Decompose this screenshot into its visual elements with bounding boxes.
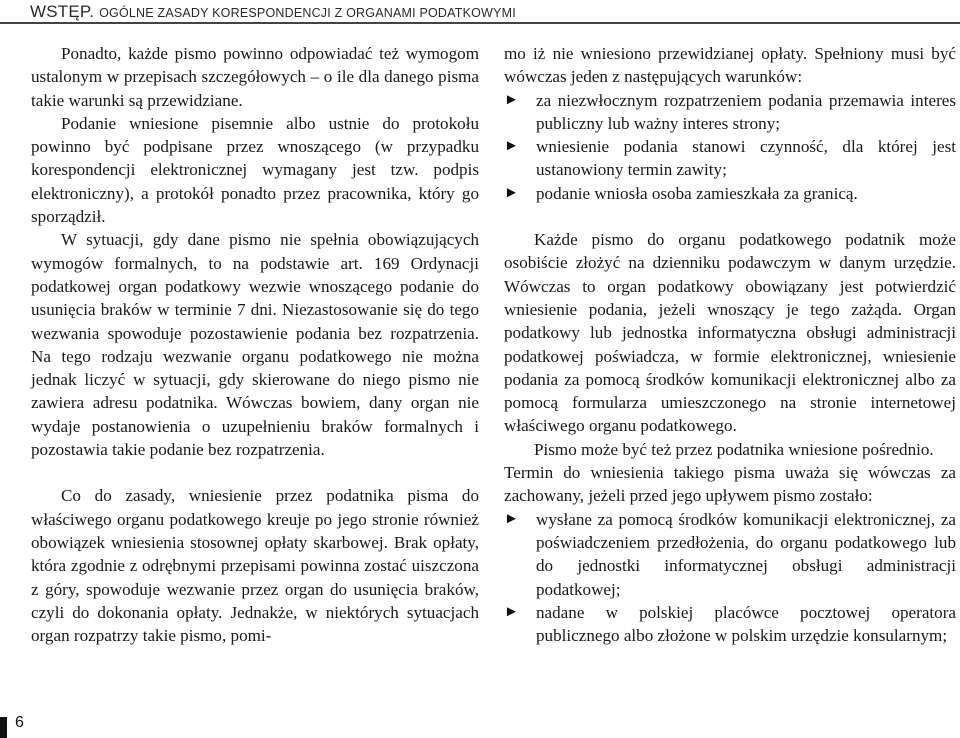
paragraph-conditions-intro: mo iż nie wniesiono przewidzianej opłaty. Spełniony musi być wówczas jeden z następujących warunków: — [504, 44, 956, 87]
list-item: ► za niezwłocznym rozpatrzeniem podania przemawia interes publiczny lub ważny interes strony; — [504, 90, 956, 133]
list-item: ► wniesienie podania stanowi czynność, dla której jest ustanowiony termin zawity; — [504, 137, 956, 180]
paragraph-missing-formalities: W sytuacji, gdy dane pismo nie spełnia obowiązujących wymogów formalnych, to na podstawie art. 169 Ordynacji podatkowej organ podatkowy wezwie wnoszącego podanie do usunięcia braków w terminie 7 dni. Niezastosowanie się do tego wezwania spowoduje pozostawienie podania bez rozpatrzenia. Na tego rodzaju wezwanie organu podatkowego nie można jednak liczyć w sytuacji, gdy skierowane do niego pismo nie zawiera adresu podatnika. Wówczas bowiem, dany organ nie wydaje postanowienia o uzupełnieniu braków formalnych i pozostawia takie podanie bez rozpatrzenia. — [31, 230, 479, 460]
conditions-list — [504, 89, 956, 205]
header-rule — [0, 22, 960, 24]
page-number: 6 — [15, 714, 24, 731]
list-item: ► wysłane za pomocą środków komunikacji elektronicznej, za poświadczeniem przedłożenia, do organu podatkowego lub do jednostki informatycznej obsługi administracji podatkowej; — [504, 509, 956, 599]
right-column — [504, 42, 956, 647]
paragraph-stamp-duty: Co do zasady, wniesienie przez podatnika pisma do właściwego organu podatkowego kreuje po jego stronie również obowiązek wniesienia stosownej opłaty skarbowej. Brak opłaty, która zgodnie z odrębnymi przepisami powinna zostać uiszczona z góry, spowoduje wezwanie przez organ do usunięcia braków, czyli do dokonania opłaty. Jednakże, w niektórych sytuacjach organ rozpatrzy takie pismo, pomi- — [31, 486, 479, 646]
paragraph-formal-requirements: Ponadto, każde pismo powinno odpowiadać też wymogom ustalonym w przepisach szczegółowych – o ile dla danego pisma takie warunki są przewidziane. — [31, 44, 479, 110]
arrow-bullet-icon: ► — [504, 184, 519, 201]
arrow-bullet-icon: ► — [504, 603, 519, 620]
list-item: ► nadane w polskiej placówce pocztowej operatora publicznego albo złożone w polskim urzędzie konsularnym; — [504, 602, 956, 646]
arrow-bullet-icon: ► — [504, 138, 519, 155]
paragraph-indirect-filing: Termin do wniesienia takiego pisma uważa się wówczas za zachowany, jeżeli przed jego upływem pismo zostało: — [504, 463, 956, 506]
left-column — [31, 42, 479, 647]
arrow-bullet-icon: ► — [504, 510, 519, 527]
list-item: ► podanie wniosła osoba zamieszkała za granicą. — [504, 182, 956, 205]
paragraph-in-person-filing: Każde pismo do organu podatkowego podatnik może osobiście złożyć na dzienniku podawczym w danym urzędzie. Wówczas to organ podatkowy obowiązany jest potwierdzić wniesienie podania, jeżeli wnoszący je tego zażąda. Organ podatkowy lub jednostka informatyczna obsługi administracji podatkowej poświadcza, w formie elektronicznej, wniesienie podania za pomocą środków komunikacji elektronicznej albo za pomocą formularza umieszczonego na stronie internetowej właściwego organu podatkowego. — [504, 230, 956, 436]
arrow-bullet-icon: ► — [504, 91, 519, 108]
header-section: WSTĘP. — [30, 2, 95, 21]
paragraph-indirect-filing-lead: Pismo może być też przez podatnika wniesione pośrednio. — [534, 439, 934, 459]
filing-methods-list — [504, 508, 956, 648]
paragraph-signature: Podanie wniesione pisemnie albo ustnie do protokołu powinno być podpisane przez wnoszącego (w przypadku korespondencji elektronicznej wymagany jest tzw. podpis elektroniczny), a protokół ponadto przez pracownika, który go sporządził. — [31, 113, 479, 227]
header-subtitle: OGÓLNE ZASADY KORESPONDENCJI Z ORGANAMI PODATKOWYMI — [99, 6, 516, 20]
page-number-bar — [0, 717, 7, 738]
running-header — [30, 2, 516, 22]
